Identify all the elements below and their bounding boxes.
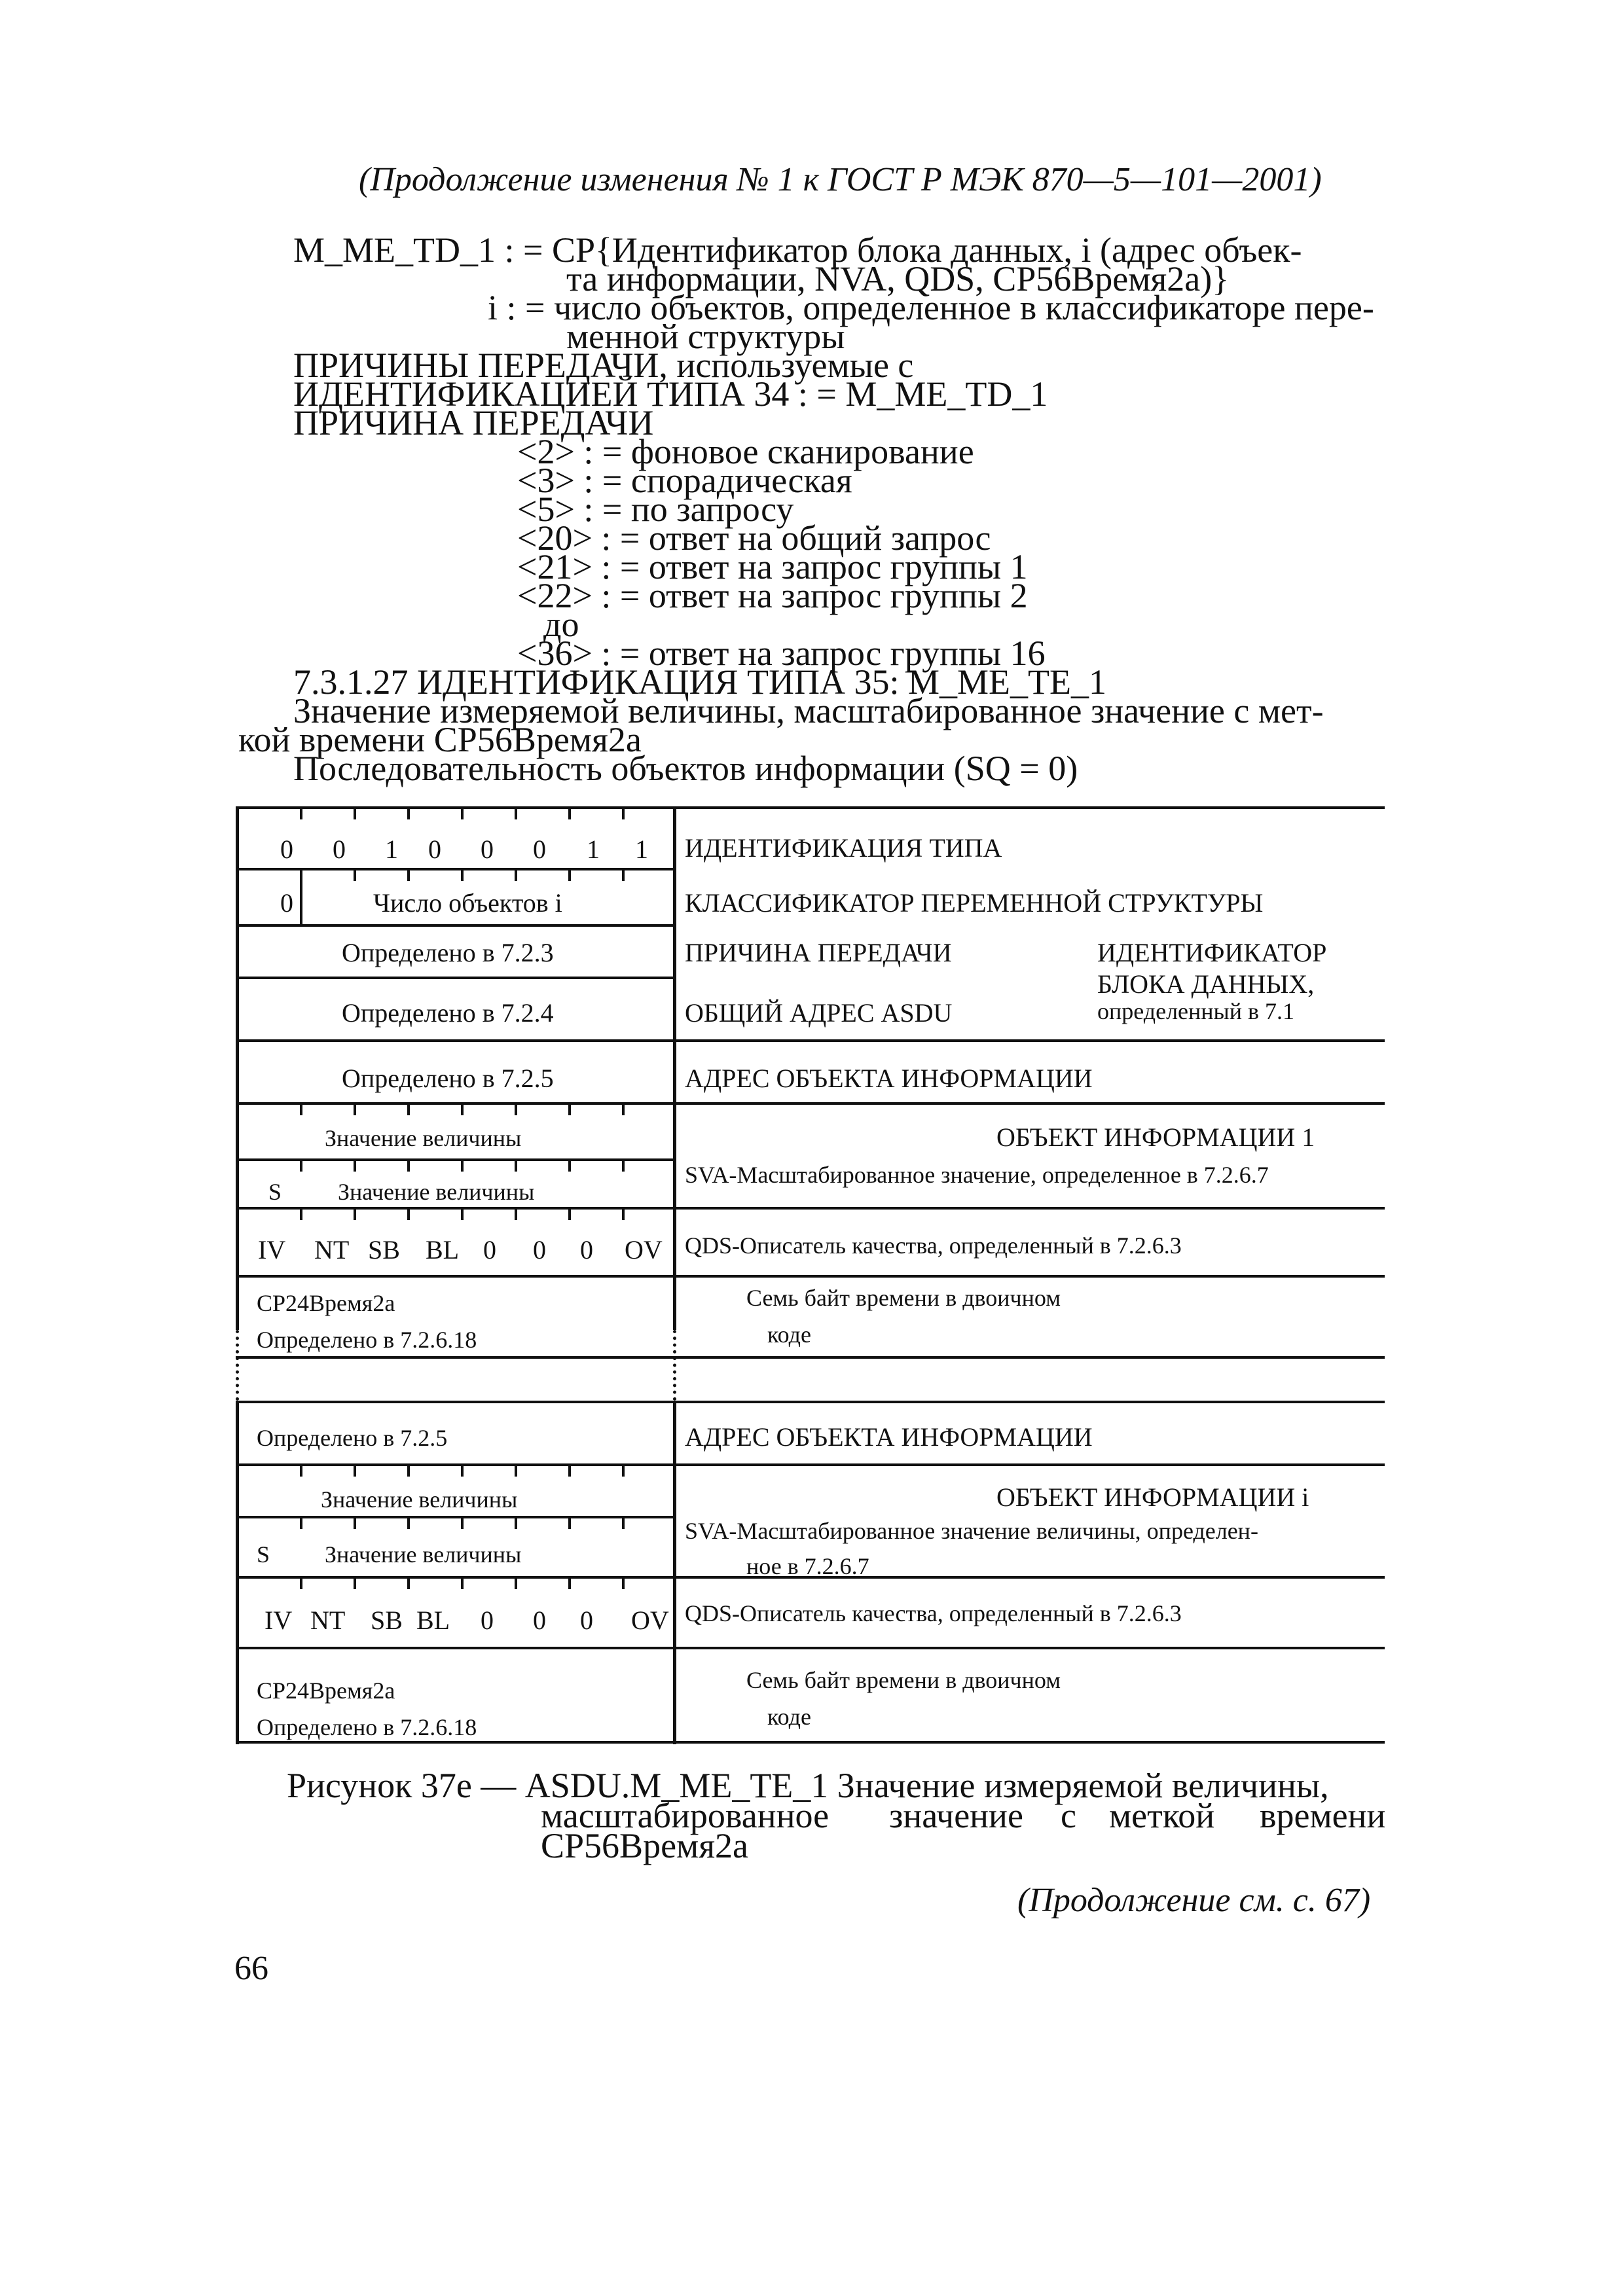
qds-bit-7-i: 0 (580, 1605, 593, 1635)
qds-bit-7: 0 (580, 1235, 593, 1265)
sva-label: SVA-Масштабированное значение, определенное в 7.2.6.7 (685, 1162, 1269, 1188)
type-bit-7: 1 (587, 834, 600, 864)
figure-caption-3: CP56Время2a (541, 1826, 749, 1865)
cot-label: ПРИЧИНА ПЕРЕДАЧИ (685, 938, 952, 967)
causes-title-3: ПРИЧИНА ПЕРЕДАЧИ (293, 403, 654, 442)
cause-item-3: <5> : = по запросу (517, 490, 794, 529)
header-continuation: (Продолжение изменения № 1 к ГОСТ Р МЭК 870—5—101—2001) (359, 161, 1322, 198)
type-bit-4: 0 (428, 834, 441, 864)
time-label-i-1: Семь байт времени в двоичном (746, 1667, 1061, 1693)
section-desc-1: Значение измеряемой величины, масштабированное значение с мет- (293, 691, 1324, 730)
value-sign: S (268, 1179, 282, 1205)
causes-title-1: ПРИЧИНЫ ПЕРЕДАЧИ, используемые с (293, 346, 914, 385)
cause-item-4: <20> : = ответ на общий запрос (517, 518, 991, 558)
time-label-i-2: коде (767, 1704, 811, 1730)
definition-line-2: та информации, NVA, QDS, CP56Время2a)} (566, 259, 1230, 298)
qds-label: QDS-Описатель качества, определенный в 7.2.6.3 (685, 1232, 1182, 1259)
figure-caption-2e: времени (1260, 1796, 1386, 1835)
type-bit-5: 0 (481, 834, 494, 864)
asdu-definition: Определено в 7.2.4 (342, 998, 554, 1028)
object-i-label: ОБЪЕКТ ИНФОРМАЦИИ i (996, 1482, 1309, 1512)
duid-line-2: БЛОКА ДАННЫХ, (1097, 969, 1315, 999)
type-bit-6: 0 (533, 834, 546, 864)
qds-bit-iv: IV (258, 1235, 286, 1265)
section-desc-2: кой времени CP56Время2a (238, 720, 642, 759)
vsq-zero: 0 (280, 888, 293, 918)
type-bit-2: 0 (333, 834, 346, 864)
type-bit-8: 1 (635, 834, 648, 864)
cp24-label: CP24Время2a (257, 1290, 395, 1316)
cause-item-last: <36> : = ответ на запрос группы 16 (517, 634, 1046, 673)
qds-label-i: QDS-Описатель качества, определенный в 7.2.6.3 (685, 1600, 1182, 1626)
cp24-label-i: CP24Время2a (257, 1677, 395, 1704)
time-label-1: Семь байт времени в двоичном (746, 1285, 1061, 1311)
cp24-definition: Определено в 7.2.6.18 (257, 1327, 477, 1353)
cause-item-6: <22> : = ответ на запрос группы 2 (517, 576, 1028, 615)
qds-bit-ov-i: OV (631, 1605, 669, 1635)
cot-definition: Определено в 7.2.3 (342, 938, 554, 967)
cp24-definition-i: Определено в 7.2.6.18 (257, 1714, 477, 1740)
time-label-2: коде (767, 1321, 811, 1348)
section-sequence: Последовательность объектов информации (SQ = 0) (293, 749, 1078, 788)
qds-bit-5: 0 (483, 1235, 496, 1265)
qds-bit-sb: SB (368, 1235, 400, 1265)
figure-caption-1: Рисунок 37е — ASDU.M_ME_TE_1 Значение измеряемой величины, (287, 1766, 1329, 1805)
definition-line-1: M_ME_TD_1 : = CP{Идентификатор блока данных, i (адрес объек- (293, 230, 1302, 270)
value-label: Значение величины (325, 1125, 522, 1151)
section-heading: 7.3.1.27 ИДЕНТИФИКАЦИЯ ТИПА 35: M_ME_TE_1 (293, 662, 1106, 702)
cause-item-2: <3> : = спорадическая (517, 461, 852, 500)
duid-line-1: ИДЕНТИФИКАТОР (1097, 938, 1327, 967)
qds-bit-nt-i: NT (310, 1605, 346, 1635)
definition-line-4: менной структуры (566, 317, 845, 356)
value-label-2: Значение величины (338, 1179, 535, 1205)
qds-bit-bl: BL (426, 1235, 460, 1265)
vsq-count: Число объектов i (373, 888, 562, 918)
cause-item-1: <2> : = фоновое сканирование (517, 432, 974, 471)
qds-bit-6: 0 (533, 1235, 546, 1265)
type-bit-3: 1 (385, 834, 398, 864)
value-sign-i: S (257, 1541, 270, 1568)
qds-bit-nt: NT (314, 1235, 350, 1265)
cause-to: до (543, 605, 579, 644)
type-bit-1: 0 (280, 834, 293, 864)
continuation-next: (Продолжение см. с. 67) (1017, 1882, 1371, 1919)
qds-bit-bl-i: BL (416, 1605, 450, 1635)
ioa-label: АДРЕС ОБЪЕКТА ИНФОРМАЦИИ (685, 1064, 1093, 1093)
page-number: 66 (234, 1950, 268, 1987)
value-label-i: Значение величины (321, 1486, 518, 1513)
qds-bit-sb-i: SB (371, 1605, 403, 1635)
vsq-label: КЛАССИФИКАТОР ПЕРЕМЕННОЙ СТРУКТУРЫ (685, 888, 1264, 918)
figure-caption-2b: значение (889, 1796, 1023, 1835)
causes-title-2: ИДЕНТИФИКАЦИЕЙ ТИПА 34 : = M_ME_TD_1 (293, 374, 1048, 414)
figure-caption-2a: масштабированное (541, 1796, 830, 1835)
qds-bit-6-i: 0 (533, 1605, 546, 1635)
asdu-address-label: ОБЩИЙ АДРЕС ASDU (685, 998, 953, 1028)
qds-bit-5-i: 0 (481, 1605, 494, 1635)
sva-label-i-2: ное в 7.2.6.7 (746, 1553, 869, 1579)
definition-line-3: i : = число объектов, определенное в классификаторе пере- (488, 288, 1374, 327)
ioa-definition: Определено в 7.2.5 (342, 1064, 554, 1093)
sva-label-i-1: SVA-Масштабированное значение величины, определен- (685, 1518, 1258, 1544)
qds-bit-iv-i: IV (264, 1605, 293, 1635)
object-1-label: ОБЪЕКТ ИНФОРМАЦИИ 1 (996, 1122, 1315, 1152)
cause-item-5: <21> : = ответ на запрос группы 1 (517, 547, 1028, 586)
duid-line-3: определенный в 7.1 (1097, 998, 1294, 1024)
qds-bit-ov: OV (625, 1235, 663, 1265)
figure-caption-2c: с (1061, 1796, 1076, 1835)
ioa-definition-i: Определено в 7.2.5 (257, 1425, 448, 1451)
figure-caption-2d: меткой (1109, 1796, 1215, 1835)
ioa-label-i: АДРЕС ОБЪЕКТА ИНФОРМАЦИИ (685, 1422, 1093, 1452)
type-id-label: ИДЕНТИФИКАЦИЯ ТИПА (685, 833, 1002, 863)
value-label-i-2: Значение величины (325, 1541, 522, 1568)
